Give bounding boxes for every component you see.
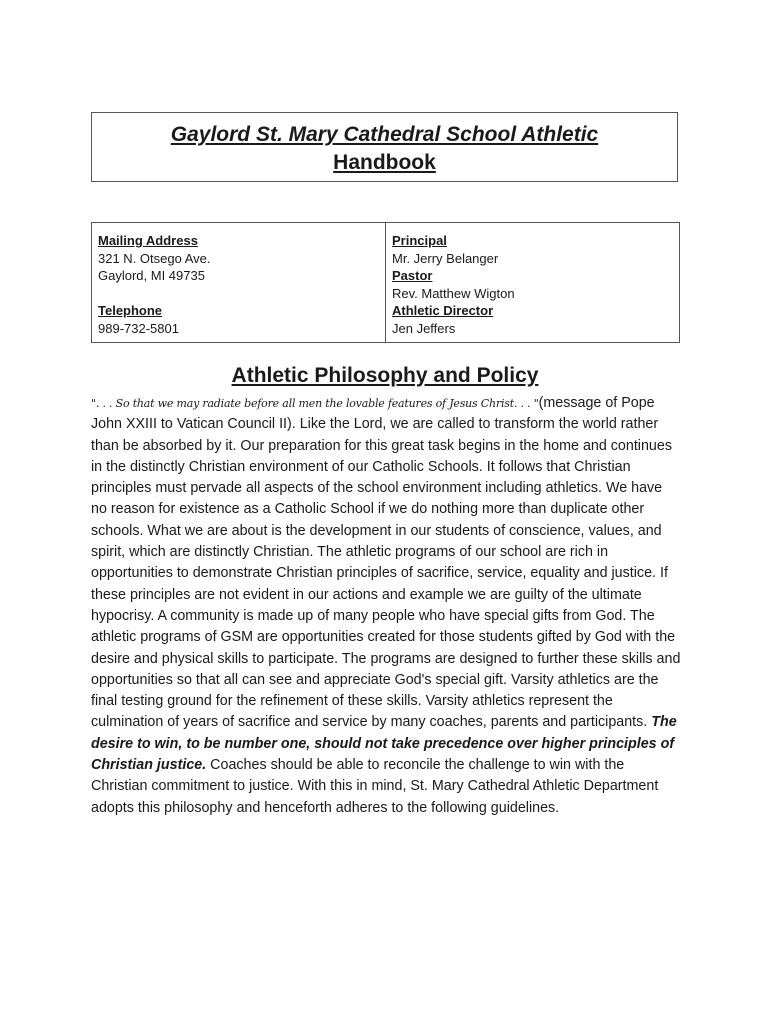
principal-label: Principal [392, 233, 447, 248]
telephone-value: 989-732-5801 [98, 320, 179, 336]
pastor-label: Pastor [392, 268, 433, 283]
spacer [98, 285, 379, 303]
mailing-address-label: Mailing Address [98, 233, 198, 248]
principal-name: Mr. Jerry Belanger [392, 250, 499, 266]
title-line-2: Handbook [333, 151, 436, 174]
address-line-1: 321 N. Otsego Ave. [98, 250, 211, 266]
section-heading: Athletic Philosophy and Policy [231, 364, 539, 387]
paragraph-text-2: Coaches should be able to reconcile the challenge to win with the Christian commitment to justice. With this in mind, St. Mary Cathedral Athletic Department adopts this philosophy and henceforth adheres to the following guidelines. [91, 757, 659, 816]
document-title [92, 121, 677, 177]
telephone-label: Telephone [98, 303, 163, 318]
contact-info-table [91, 222, 680, 343]
title-line-1: Gaylord St. Mary Cathedral School Athletic [170, 123, 599, 146]
paragraph-text-1: (message of Pope John XXIII to Vatican Council II). Like the Lord, we are called to transform the world rather than be absorbed by it. Our preparation for this great task begins in the home and continues in the distinctly Christian environment of our Catholic Schools. It follows that Christian principles must pervade all aspects of the school environment including athletics. We have no reason for existence as a Catholic School if we do nothing more than duplicate other schools. What we are about is the development in our students of conscience, values, and spirit, which are distinctly Christian. The athletic programs of our school are rich in opportunities to demonstrate Christian principles of sacrifice, service, equality and justice. If these principles are not evident in our actions and example we are guilty of the ultimate hypocrisy. A community is made up of many people who have special gifts from God. The athletic programs of GSM are opportunities created for those students gifted by God with the desire and physical skills to participate. The programs are designed to further these skills and opportunities so that all can see and appreciate God's special gift. Varsity athletics are the final testing ground for the refinement of these skills. Varsity athletics represent the culmination of years of sacrifice and service by many coaches, parents and participants. [91, 395, 681, 731]
title-box [91, 112, 678, 182]
address-line-2: Gaylord, MI 49735 [98, 268, 205, 283]
contact-left-column [92, 223, 386, 342]
athletic-director-label: Athletic Director [392, 303, 494, 318]
pastor-name: Rev. Matthew Wigton [392, 285, 515, 301]
emphasis-text: The desire to win, to be number one, should not take precedence over higher principles of Christian justice. [91, 714, 677, 774]
athletic-director-name: Jen Jeffers [392, 320, 456, 336]
philosophy-paragraph [91, 393, 681, 819]
contact-right-column [386, 223, 679, 342]
pope-quote: ". . . So that we may radiate before all men the lovable features of Jesus Christ. . . " [91, 397, 539, 410]
